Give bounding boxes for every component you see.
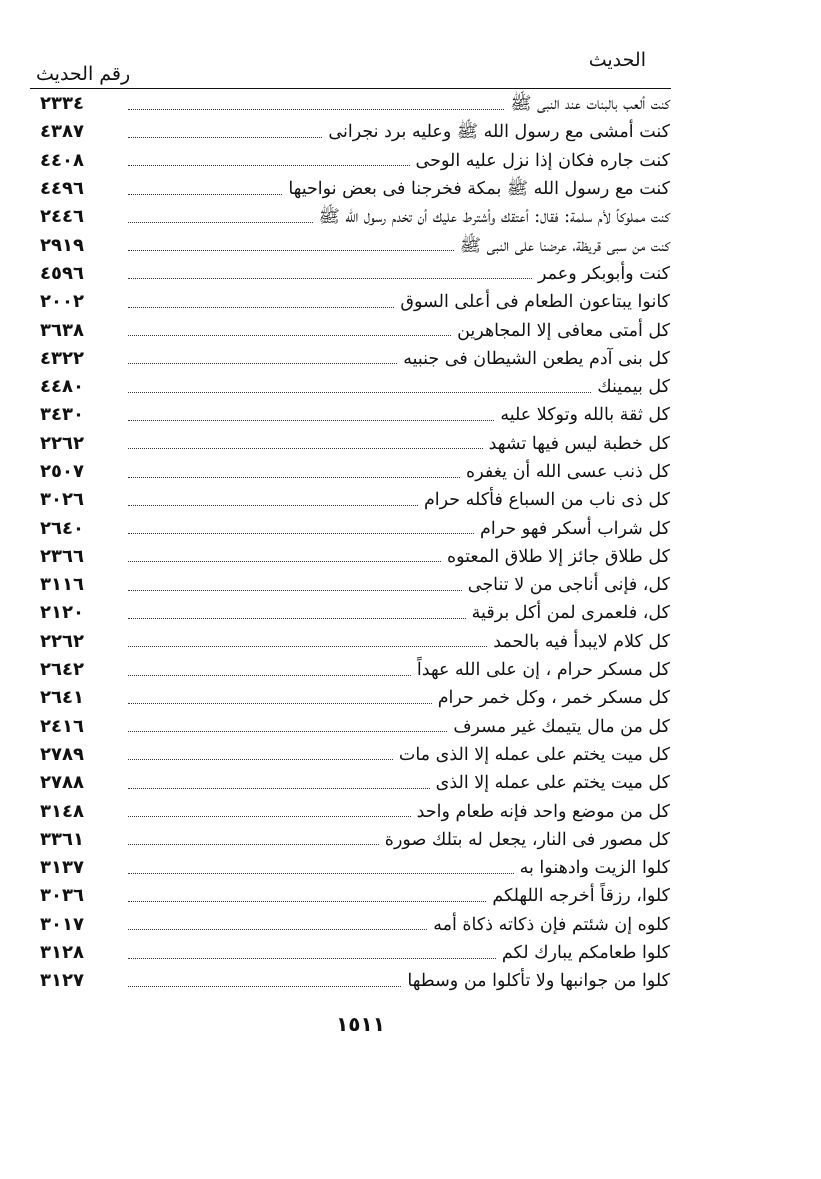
hadith-number: ٢٦٤١: [40, 687, 84, 709]
dot-leader: [128, 307, 394, 308]
index-entry-row: [40, 373, 670, 401]
dot-leader: [128, 816, 411, 817]
hadith-incipit: كلوا الزيت وادهنوا به: [519, 858, 670, 879]
index-entry-row: [40, 882, 670, 910]
hadith-incipit: كنت وأبوبكر وعمر: [537, 263, 670, 284]
dot-leader: [128, 929, 427, 930]
hadith-number: ٤٤٠٨: [40, 149, 84, 171]
hadith-incipit: كل شراب أسكر فهو حرام: [480, 518, 670, 539]
hadith-incipit: كل خطبة ليس فيها تشهد: [488, 433, 670, 454]
dot-leader: [128, 392, 591, 393]
hadith-incipit: كنت ألعب بالبنات عند النبى ﷺ: [510, 94, 670, 115]
hadith-incipit: كل كلام لايبدأ فيه بالحمد: [493, 631, 670, 652]
index-entry-row: [40, 939, 670, 967]
index-entry-row: [40, 826, 670, 854]
hadith-incipit: كنت أمشى مع رسول الله ﷺ وعليه برد نجرانى: [328, 122, 670, 143]
hadith-incipit: كل من مال يتيمك غير مسرف: [453, 716, 670, 737]
index-entry-row: [40, 401, 670, 429]
dot-leader: [128, 477, 460, 478]
dot-leader: [128, 788, 430, 789]
hadith-number: ٢٦٤٠: [40, 517, 84, 539]
index-entry-row: [40, 854, 670, 882]
header-rule: [30, 88, 671, 89]
hadith-incipit: كلوا، رزقاً أخرجه اللهلكم: [492, 886, 670, 907]
hadith-number: ٣١١٦: [40, 574, 84, 596]
hadith-incipit: كنت جاره فكان إذا نزل عليه الوحى: [415, 150, 670, 171]
hadith-incipit: كنت من سبى قريظة، عرضنا على النبى ﷺ: [459, 235, 670, 256]
hadith-number: ٢١٢٠: [40, 602, 84, 624]
dot-leader: [128, 278, 532, 279]
hadith-incipit: كل أمتى معافى إلا المجاهرين: [457, 320, 670, 341]
hadith-column-header: الحديث: [588, 49, 646, 71]
hadith-number: ٢٧٨٨: [40, 772, 84, 794]
hadith-incipit: كل مسكر حرام ، إن على الله عهداً: [416, 660, 670, 681]
dot-leader: [128, 335, 451, 336]
hadith-number: ٢٦٤٢: [40, 659, 84, 681]
hadith-incipit: كل ذى ناب من السباع فأكله حرام: [423, 490, 670, 511]
dot-leader: [128, 505, 418, 506]
dot-leader: [128, 873, 514, 874]
hadith-incipit: كل ميت يختم على عمله إلا الذى: [435, 773, 670, 794]
hadith-number: ٣٠٣٦: [40, 885, 84, 907]
hadith-number: ٢٣٦٦: [40, 545, 84, 567]
hadith-number: ٣٣٦١: [40, 828, 84, 850]
dot-leader: [128, 448, 483, 449]
index-entry-row: [40, 911, 670, 939]
hadith-incipit: كل، فلعمرى لمن أكل برقية: [471, 603, 670, 624]
hadith-number: ٣١٢٨: [40, 942, 84, 964]
hadith-number: ٢٤٤٦: [40, 206, 84, 228]
dot-leader: [128, 250, 454, 251]
dot-leader: [128, 844, 379, 845]
hadith-number: ٣٠١٧: [40, 913, 84, 935]
hadith-number: ٤٤٨٠: [40, 376, 84, 398]
index-entry-row: [40, 967, 670, 995]
hadith-number: ٤٣٢٢: [40, 347, 84, 369]
dot-leader: [128, 901, 486, 902]
index-entry-row: [40, 430, 670, 458]
hadith-number: ٣٤٣٠: [40, 404, 84, 426]
dot-leader: [128, 618, 466, 619]
index-entry-row: [40, 175, 670, 203]
hadith-number: ٤٤٩٦: [40, 178, 84, 200]
index-entry-row: [40, 684, 670, 712]
dot-leader: [128, 590, 462, 591]
hadith-incipit: كل، فإنى أناجى من لا تناجى: [467, 575, 670, 596]
dot-leader: [128, 420, 494, 421]
hadith-incipit: كل من موضع واحد فإنه طعام واحد: [416, 801, 670, 822]
hadith-number: ٢٠٠٢: [40, 291, 84, 313]
hadith-index-list: [40, 90, 670, 996]
hadith-incipit: كلوه إن شئتم فإن ذكاته ذكاة أمه: [433, 914, 670, 935]
index-entry-row: [40, 90, 670, 118]
dot-leader: [128, 759, 393, 760]
index-entry-row: [40, 514, 670, 542]
hadith-number: ٢٥٠٧: [40, 461, 84, 482]
hadith-number: ٣١٤٨: [40, 800, 84, 822]
index-entry-row: [40, 147, 670, 175]
index-entry-row: [40, 316, 670, 344]
dot-leader: [128, 986, 401, 987]
index-entry-row: [40, 118, 670, 146]
dot-leader: [128, 646, 487, 647]
hadith-number: ٣٠٢٦: [40, 489, 84, 511]
hadith-incipit: كنت مملوكاً لأم سلمة: فقال: أعتقك وأشترط عليك أن تخدم رسول الله ﷺ: [318, 207, 670, 228]
hadith-number: ٢٢٦٢: [40, 630, 84, 652]
index-entry-row: [40, 713, 670, 741]
dot-leader: [128, 703, 432, 704]
hadith-number: ٢٣٣٤: [40, 93, 84, 115]
hadith-number: ٢٩١٩: [40, 234, 84, 256]
index-entry-row: [40, 571, 670, 599]
hadith-incipit: كنت مع رسول الله ﷺ بمكة فخرجنا فى بعض نواحيها: [288, 179, 670, 200]
hadith-incipit: كلوا من جوانبها ولا تأكلوا من وسطها: [407, 971, 670, 992]
hadith-incipit: كل مصور فى النار، يجعل له بتلك صورة: [384, 829, 670, 850]
hadith-incipit: كل بيمينك: [597, 377, 670, 398]
index-entry-row: [40, 797, 670, 825]
hadith-incipit: كانوا يبتاعون الطعام فى أعلى السوق: [400, 292, 670, 313]
dot-leader: [128, 109, 504, 110]
index-entry-row: [40, 741, 670, 769]
index-entry-row: [40, 769, 670, 797]
hadith-incipit: كل ذنب عسى الله أن يغفره: [466, 462, 670, 482]
index-entry-row: [40, 231, 670, 259]
page-number: ١٥١١: [336, 1012, 385, 1036]
hadith-incipit: كل طلاق جائز إلا طلاق المعتوه: [446, 546, 670, 567]
hadith-incipit: كل بنى آدم يطعن الشيطان فى جنبيه: [403, 348, 670, 369]
dot-leader: [128, 165, 410, 166]
dot-leader: [128, 533, 474, 534]
dot-leader: [128, 561, 441, 562]
index-entry-row: [40, 288, 670, 316]
hadith-number: ٤٥٩٦: [40, 262, 84, 284]
index-entry-row: [40, 345, 670, 373]
hadith-number: ٢٤١٦: [40, 715, 84, 737]
index-entry-row: [40, 486, 670, 514]
index-entry-row: [40, 543, 670, 571]
hadith-number: ٣٦٣٨: [40, 319, 84, 341]
hadith-number-column-header: رقم الحديث: [36, 63, 131, 85]
index-entry-row: [40, 203, 670, 231]
dot-leader: [128, 675, 411, 676]
dot-leader: [128, 363, 397, 364]
index-entry-row: [40, 458, 670, 486]
hadith-number: ٢٢٦٢: [40, 432, 84, 454]
dot-leader: [128, 731, 447, 732]
dot-leader: [128, 194, 282, 195]
index-entry-row: [40, 656, 670, 684]
hadith-incipit: كل ثقة بالله وتوكلا عليه: [500, 405, 670, 426]
dot-leader: [128, 137, 322, 138]
dot-leader: [128, 958, 496, 959]
hadith-incipit: كل مسكر خمر ، وكل خمر حرام: [437, 688, 670, 709]
index-entry-row: [40, 260, 670, 288]
hadith-number: ٤٣٨٧: [40, 121, 84, 143]
hadith-number: ٣١٢٧: [40, 970, 84, 992]
index-entry-row: [40, 628, 670, 656]
hadith-number: ٣١٣٧: [40, 857, 84, 879]
hadith-number: ٢٧٨٩: [40, 743, 84, 765]
hadith-incipit: كل ميت يختم على عمله إلا الذى مات: [398, 744, 670, 765]
hadith-incipit: كلوا طعامكم يبارك لكم: [501, 943, 670, 964]
index-entry-row: [40, 599, 670, 627]
dot-leader: [128, 222, 313, 223]
